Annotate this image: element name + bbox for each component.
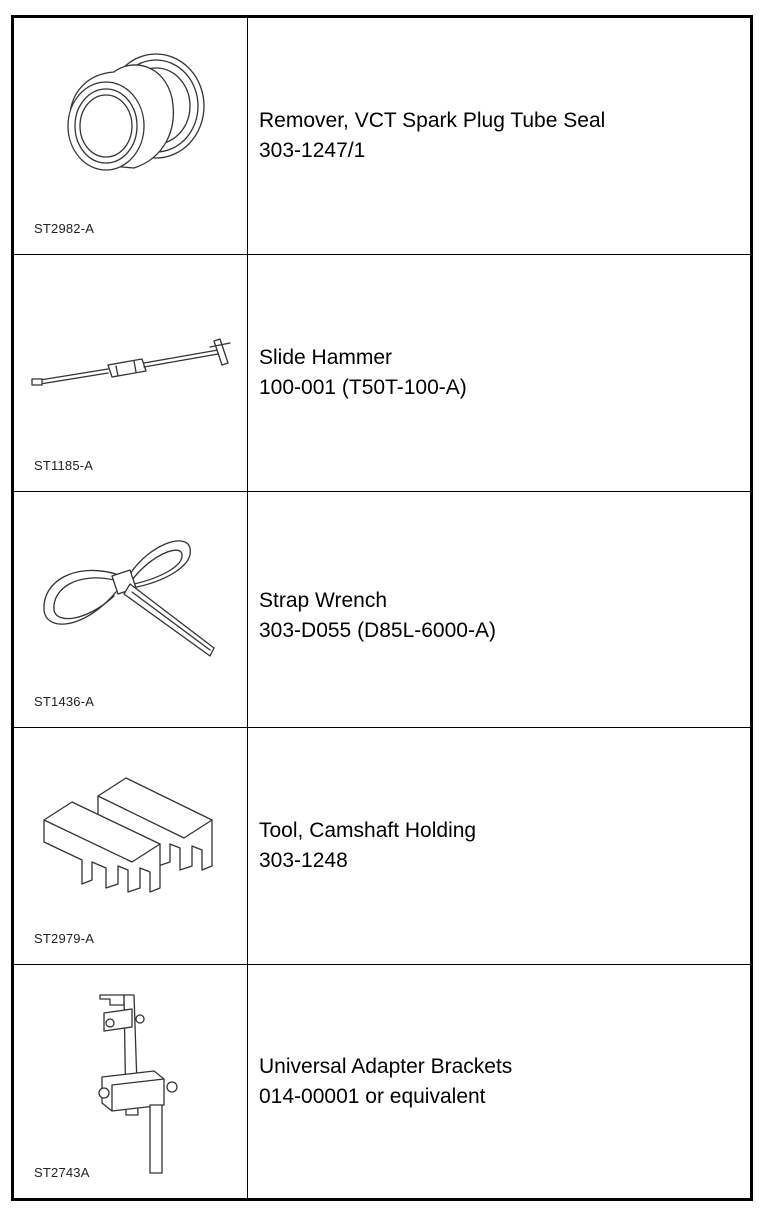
tool-image-cell (14, 492, 248, 727)
tool-description-cell (259, 965, 740, 1198)
tool-description-cell (259, 18, 740, 254)
tool-row (14, 965, 750, 1198)
tool-image-cell (14, 728, 248, 964)
tool-description-cell (259, 728, 740, 964)
tool-image-code: ST2982-A (34, 221, 95, 236)
tool-row (14, 492, 750, 728)
tool-number: 303-1247/1 (259, 139, 366, 162)
adapter-bracket-icon (14, 965, 248, 1198)
tool-image-code: ST2979-A (34, 931, 95, 946)
tool-name: Slide Hammer (259, 346, 393, 369)
tool-row (14, 255, 750, 492)
strap-wrench-icon (14, 492, 248, 727)
tool-row (14, 18, 750, 255)
tool-description-cell (259, 255, 740, 491)
tool-name: Tool, Camshaft Holding (259, 819, 477, 842)
tool-image-cell (14, 965, 248, 1198)
tool-image-cell (14, 18, 248, 254)
tool-image-code: ST1436-A (34, 694, 95, 709)
tool-name: Universal Adapter Brackets (259, 1054, 513, 1078)
slide-hammer-icon (14, 255, 248, 491)
tool-image-code: ST1185-A (34, 458, 94, 473)
tool-number: 303-1248 (259, 849, 348, 872)
tool-image-cell (14, 255, 248, 491)
tool-number: 100-001 (T50T-100-A) (259, 376, 467, 399)
tool-image-code: ST2743A (34, 1165, 90, 1180)
tool-description-cell (259, 492, 740, 727)
camshaft-holding-tool-icon (14, 728, 248, 964)
tool-number: 303-D055 (D85L-6000-A) (259, 618, 496, 642)
tool-name: Strap Wrench (259, 588, 387, 612)
seal-remover-icon (14, 18, 248, 254)
special-tools-table (11, 15, 753, 1201)
tool-name: Remover, VCT Spark Plug Tube Seal (259, 109, 606, 132)
tool-row (14, 728, 750, 965)
tool-number: 014-00001 or equivalent (259, 1084, 486, 1108)
